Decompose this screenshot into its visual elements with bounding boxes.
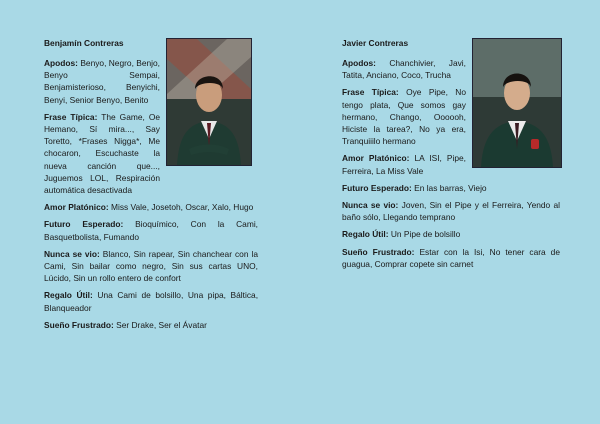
field-value: En las barras, Viejo xyxy=(414,182,487,193)
field-label: Regalo Útil: xyxy=(44,290,93,301)
field-value: Miss Vale, Josetoh, Oscar, Xalo, Hugo xyxy=(111,202,254,213)
field-label: Amor Platónico: xyxy=(44,202,109,213)
field-label: Futuro Esperado: xyxy=(44,219,124,230)
field-nunca-se-vio xyxy=(342,199,560,223)
field-label: Amor Platónico: xyxy=(342,153,410,164)
field-label: Nunca se vio: xyxy=(342,200,399,211)
profile-fields xyxy=(44,57,258,336)
field-value: Ser Drake, Ser el Ávatar xyxy=(116,319,207,330)
field-label: Nunca se vio: xyxy=(44,248,100,259)
field-label: Sueño Frustrado: xyxy=(342,246,415,257)
field-nunca-se-vio xyxy=(44,248,258,285)
field-apodos xyxy=(44,57,160,106)
field-label: Sueño Frustrado: xyxy=(44,319,114,330)
field-label: Frase Típica: xyxy=(342,87,399,98)
field-value: The Game, Oe Hemano, Sí mira..., Say Toretto, *Frases Nigga*, Me chocaron, Escuchaste la nueva canción que..., Juguemos LOL, Respiración automática desactivada xyxy=(44,111,160,196)
field-label: Apodos: xyxy=(342,58,376,68)
field-value: Chanchivier, Javi, Tatita, Anciano, Coco, Trucha xyxy=(342,58,466,81)
field-value: Una Cami de bolsillo, Una pipa, Báltica, Blanqueador xyxy=(44,290,259,313)
field-value: Estar con la Isi, No tener cara de guagua, Comprar copete sin carnet xyxy=(342,246,560,269)
field-frase-tipica xyxy=(44,111,160,196)
profile-name: Benjamín Contreras xyxy=(44,38,124,48)
field-sueno-frustrado xyxy=(44,319,258,331)
profile-fields xyxy=(342,57,560,275)
field-frase-tipica xyxy=(342,86,466,147)
field-value: Oye Pipe, No tengo plata, Que somos gay hermano, Chango, Oooooh, Hiciste la tarea?, No ya era, Tranquiiilo hermano xyxy=(342,87,466,147)
field-value: Bioquímico, Con la Cami, Basquetbolista, Fumando xyxy=(44,219,259,242)
field-amor-platonico xyxy=(342,152,466,176)
field-label: Frase Típica: xyxy=(44,111,98,122)
field-apodos xyxy=(342,57,466,81)
field-amor-platonico xyxy=(44,201,258,213)
field-futuro-esperado xyxy=(342,182,560,194)
field-label: Futuro Esperado: xyxy=(342,182,412,193)
field-label: Regalo Útil: xyxy=(342,229,389,240)
field-value: LA ISI, Pipe, Ferreira, La Miss Vale xyxy=(342,153,467,176)
field-regalo-util xyxy=(342,228,560,240)
field-label: Apodos: xyxy=(44,58,78,68)
field-value: Joven, Sin el Pipe y el Ferreira, Yendo al baño sólo, Llegando temprano xyxy=(342,200,560,223)
field-regalo-util xyxy=(44,289,258,313)
profile-name: Javier Contreras xyxy=(342,38,409,48)
field-futuro-esperado xyxy=(44,218,258,242)
field-value: Un Pipe de bolsillo xyxy=(390,229,461,240)
field-sueno-frustrado xyxy=(342,246,560,270)
field-value: Blanco, Sin rapear, Sin chanchear con la Cami, Sin bailar como negro, Sin sus cartas UNO, Lúcido, Sin un rollo entero de confort xyxy=(44,248,258,284)
field-value: Benyo, Negro, Benjo, Benyo Sempai, Benjamisterioso, Benyichi, Benyi, Senior Benyo, Benito xyxy=(44,58,160,105)
